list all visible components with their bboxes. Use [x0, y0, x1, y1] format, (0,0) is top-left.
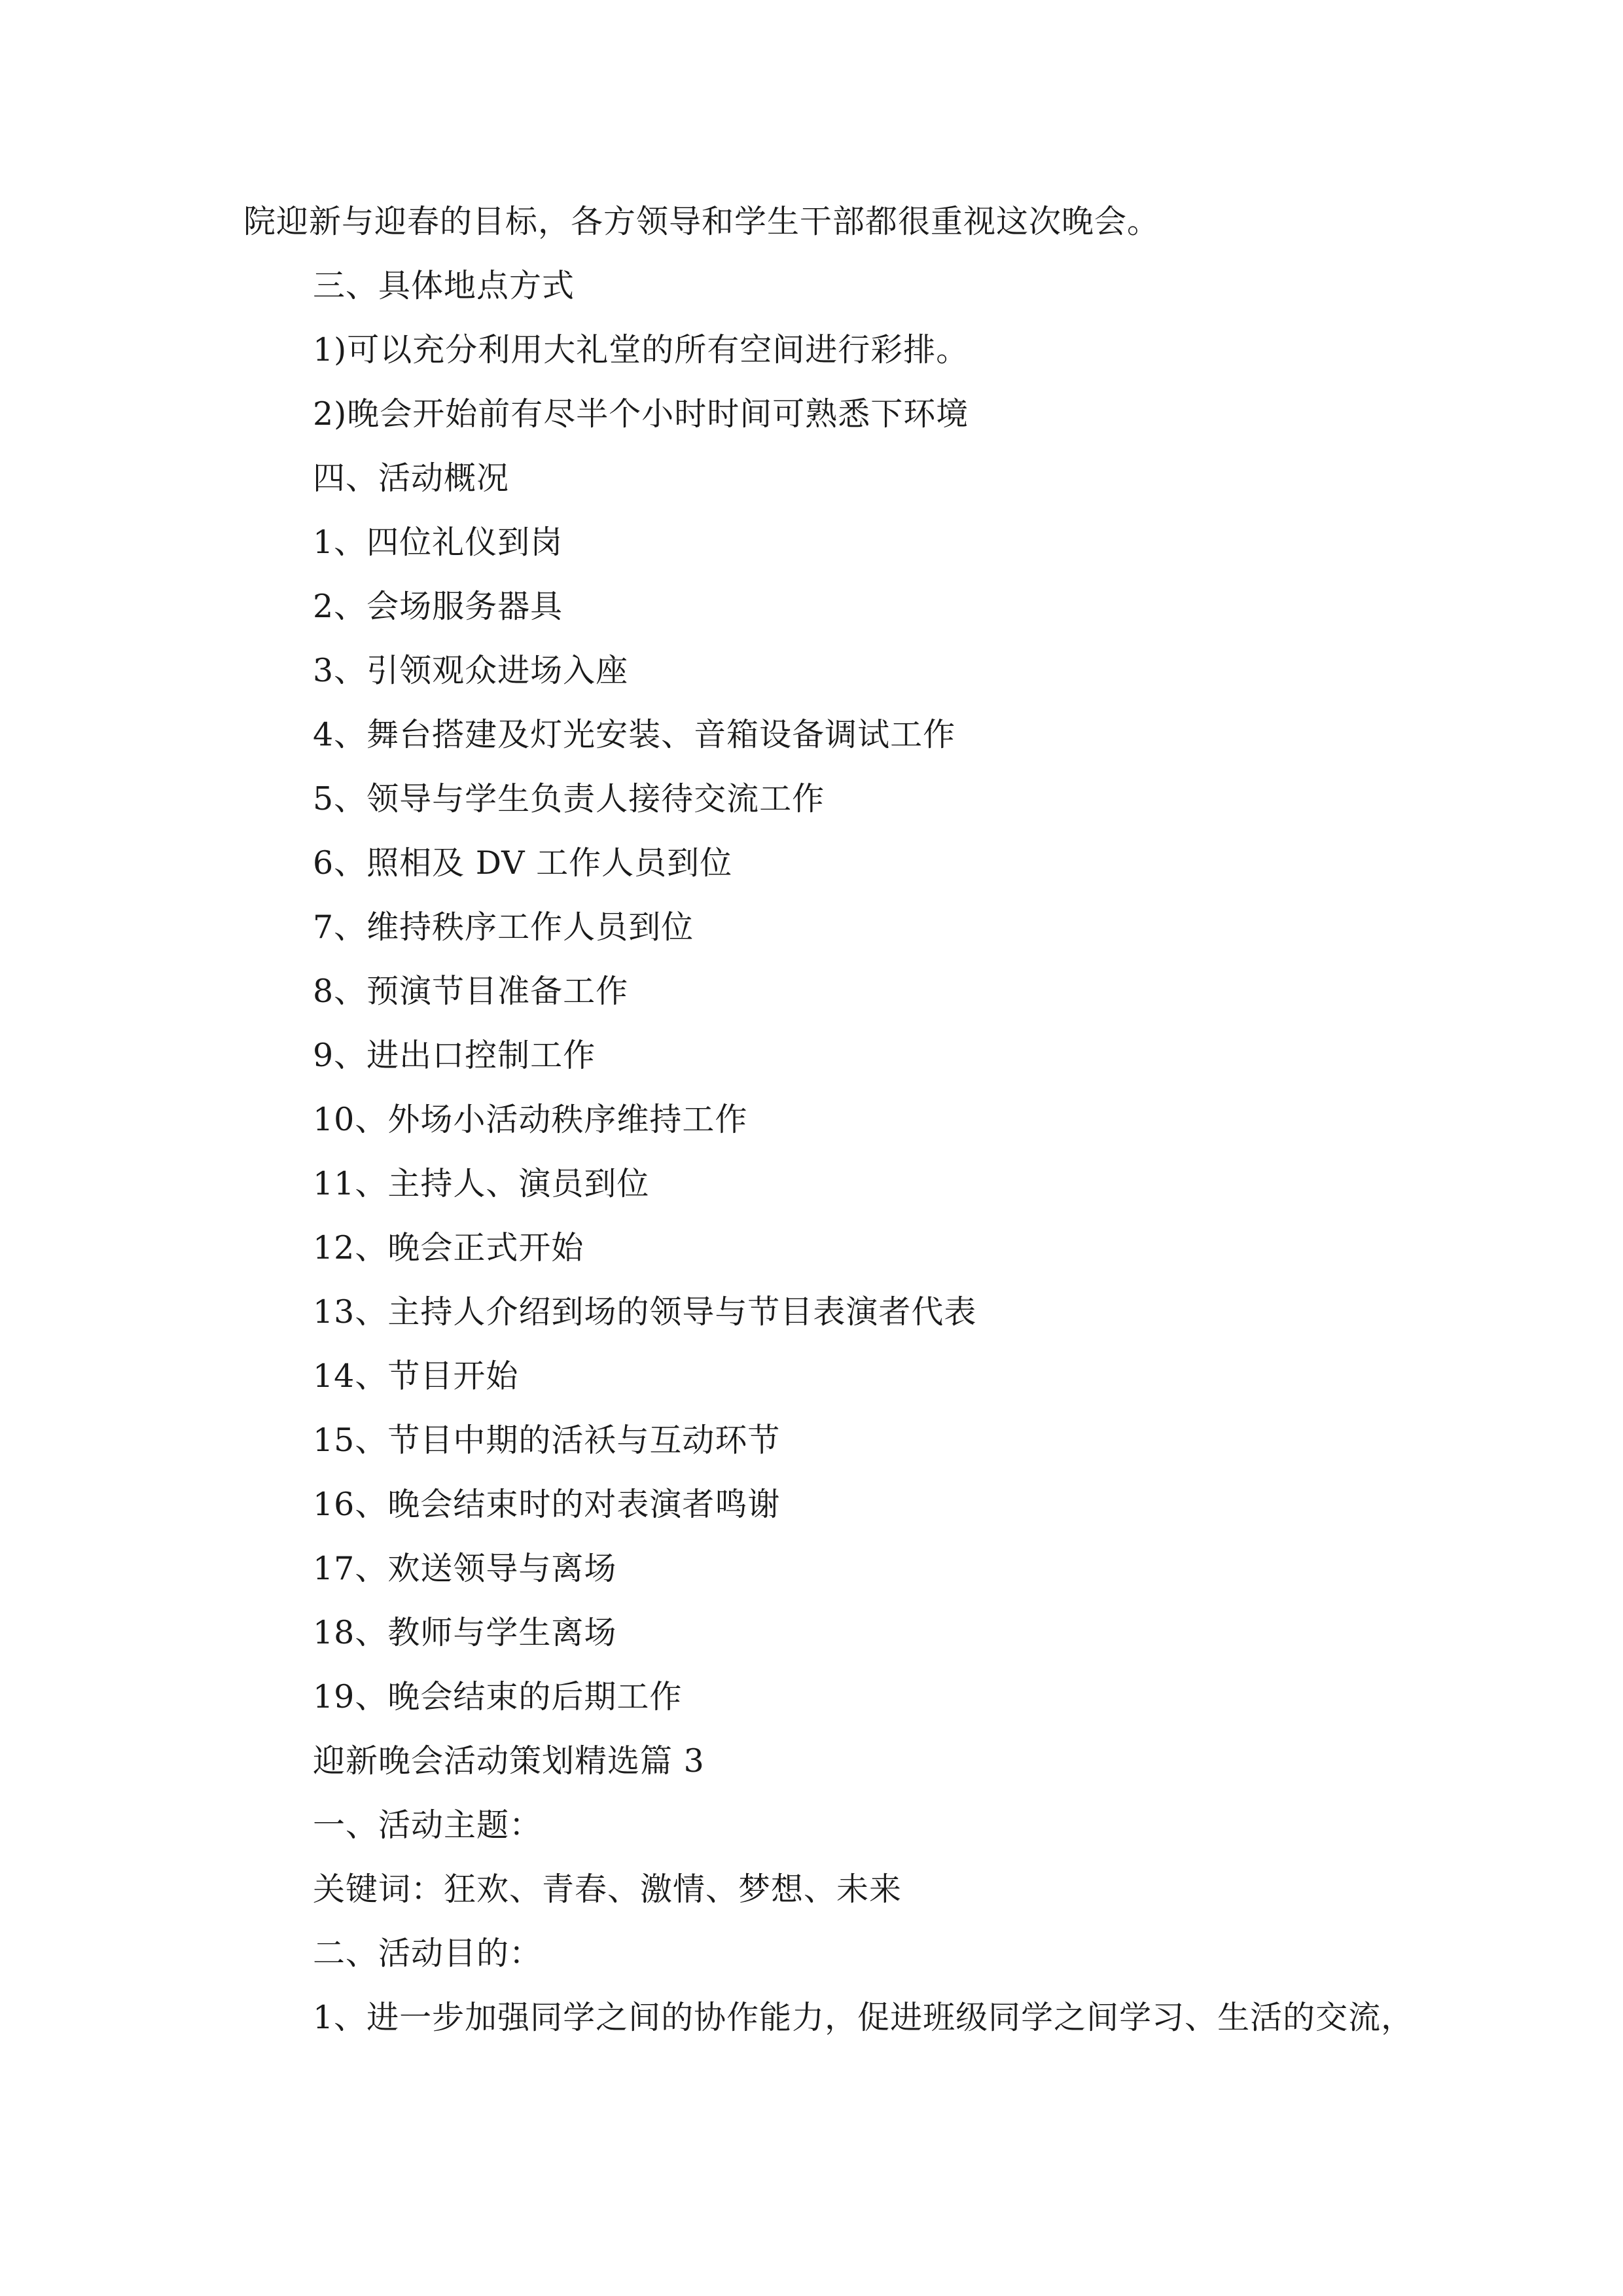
keywords-line: 关键词：狂欢、青春、激情、梦想、未来 [313, 1871, 902, 1908]
list-item: 12、晚会正式开始 [313, 1229, 584, 1266]
list-item: 2)晚会开始前有尽半个小时时间可熟悉下环境 [313, 395, 969, 433]
list-item: 3、引领观众进场入座 [313, 652, 629, 689]
list-item: 10、外场小活动秩序维持工作 [313, 1101, 748, 1138]
list-item: 18、教师与学生离场 [313, 1614, 617, 1651]
list-item: 7、维持秩序工作人员到位 [313, 908, 694, 946]
paragraph-line: 院迎新与迎春的目标，各方领导和学生干部都很重视这次晚会。 [243, 203, 1160, 240]
list-item: 11、主持人、演员到位 [313, 1165, 650, 1202]
list-item: 13、主持人介绍到场的领导与节目表演者代表 [313, 1293, 977, 1331]
list-item: 1、四位礼仪到岗 [313, 524, 563, 561]
list-item: 9、进出口控制工作 [313, 1037, 596, 1074]
list-item: 8、预演节目准备工作 [313, 973, 629, 1010]
list-item: 19、晚会结束的后期工作 [313, 1678, 683, 1715]
list-item: 1)可以充分利用大礼堂的所有空间进行彩排。 [313, 331, 969, 368]
section-heading: 四、活动概况 [313, 459, 510, 497]
document-body [243, 190, 1421, 2050]
section-heading: 三、具体地点方式 [313, 267, 575, 304]
section-heading: 二、活动目的： [313, 1935, 543, 1972]
list-item: 2、会场服务器具 [313, 588, 563, 625]
section-heading: 一、活动主题： [313, 1806, 543, 1844]
list-item: 1、进一步加强同学之间的协作能力，促进班级同学之间学习、生活的交流， [313, 1999, 1414, 2036]
section-title: 迎新晚会活动策划精选篇 3 [313, 1742, 705, 1780]
list-item: 15、节目中期的活袄与互动环节 [313, 1422, 781, 1459]
list-item: 6、照相及 DV 工作人员到位 [313, 844, 733, 882]
list-item: 14、节目开始 [313, 1357, 519, 1395]
list-item: 5、领导与学生负责人接待交流工作 [313, 780, 825, 817]
list-item: 16、晚会结束时的对表演者鸣谢 [313, 1486, 781, 1523]
list-item: 4、舞台搭建及灯光安装、音箱设备调试工作 [313, 716, 956, 753]
list-item: 17、欢送领导与离场 [313, 1550, 617, 1587]
